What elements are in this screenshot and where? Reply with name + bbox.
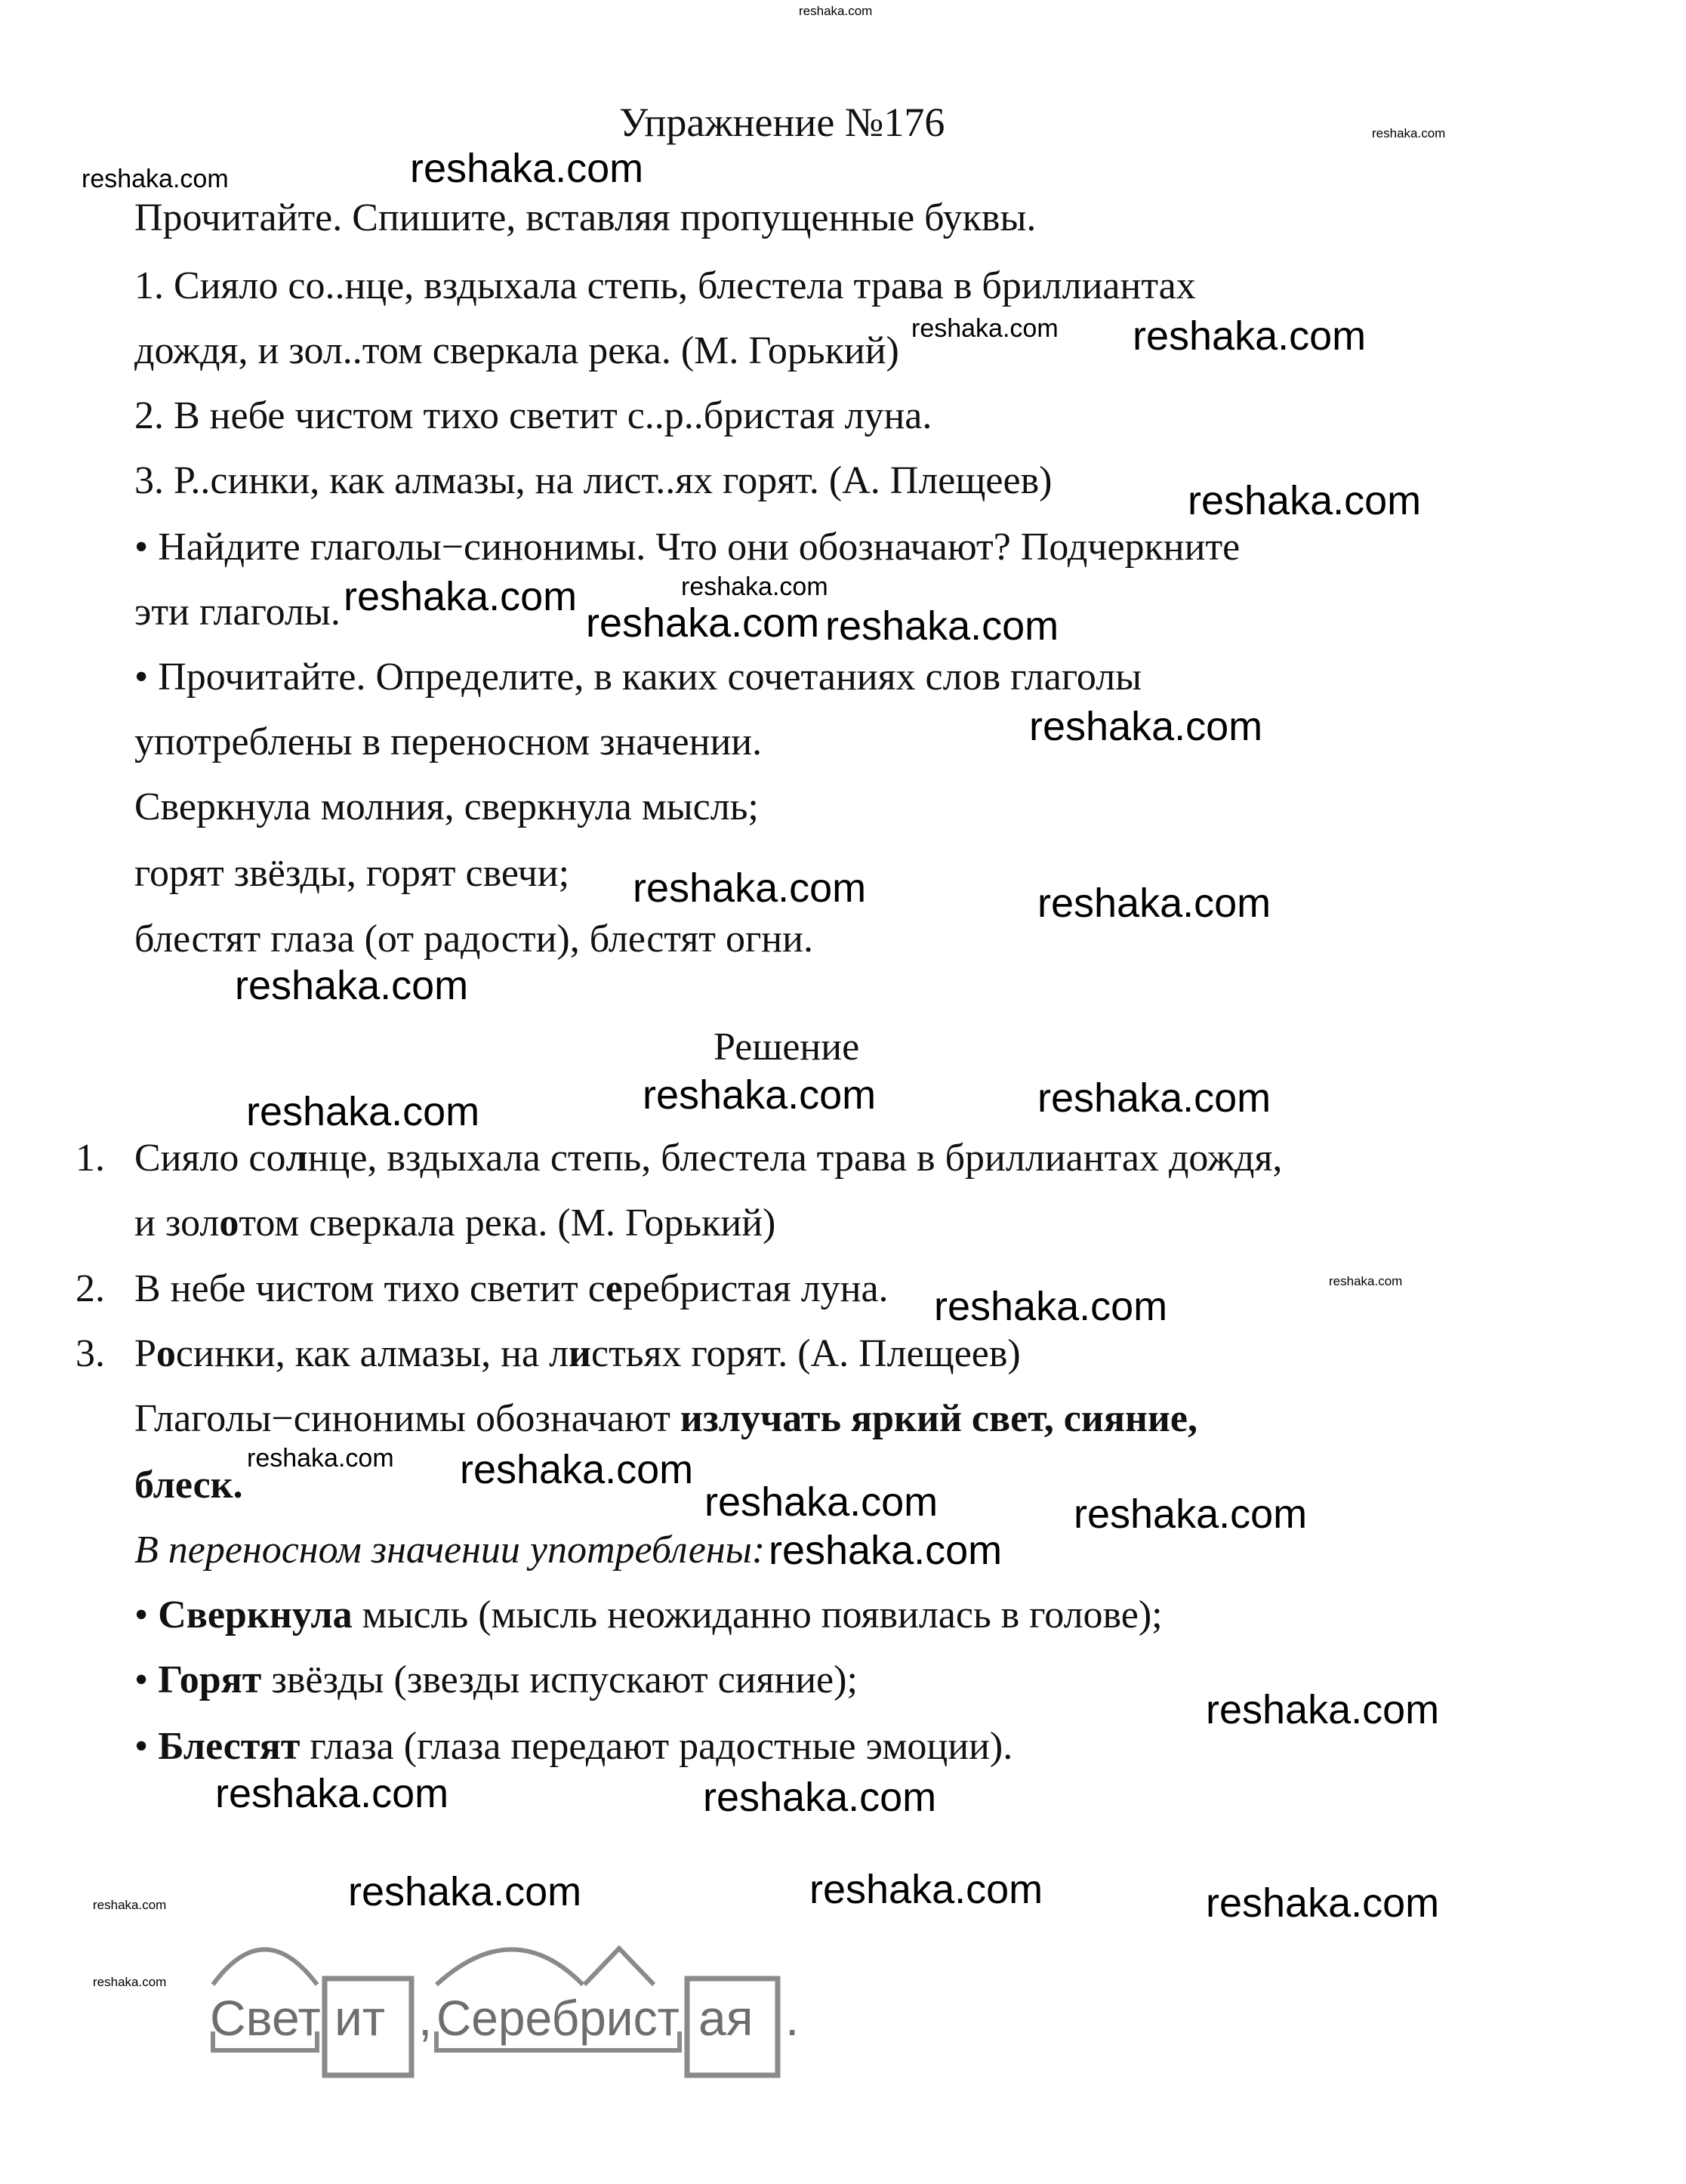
text-segment: том сверкала река. (М. Горький) bbox=[239, 1202, 776, 1245]
watermark: reshaka.com bbox=[1133, 313, 1367, 359]
word1-root: Свет bbox=[210, 1990, 321, 2046]
solution-line bbox=[134, 1396, 1197, 1442]
task-line: употреблены в переносном значении. bbox=[134, 720, 763, 763]
watermark: reshaka.com bbox=[93, 1898, 167, 1912]
text-segment: глаза (глаза передают радостные эмоции). bbox=[300, 1725, 1013, 1768]
bold-segment: Горят bbox=[158, 1658, 262, 1701]
bold-segment: л bbox=[285, 1137, 308, 1180]
task-line: • Найдите глаголы−синонимы. Что они обозначают? Подчеркните bbox=[134, 526, 1241, 569]
watermark: reshaka.com bbox=[1037, 1075, 1271, 1121]
task-line: горят звёзды, горят свечи; bbox=[134, 852, 570, 895]
list-number: 3. bbox=[76, 1332, 105, 1375]
task-line: эти глаголы. bbox=[134, 591, 341, 634]
watermark: reshaka.com bbox=[1206, 1687, 1440, 1732]
bold-segment: блеск. bbox=[134, 1464, 243, 1507]
watermark: reshaka.com bbox=[1372, 126, 1446, 140]
watermark: reshaka.com bbox=[704, 1479, 939, 1525]
watermark: reshaka.com bbox=[1206, 1880, 1440, 1926]
text-segment: и зол bbox=[134, 1202, 220, 1245]
watermark: reshaka.com bbox=[799, 4, 873, 18]
text-segment: В переносном значении употреблены: bbox=[134, 1528, 766, 1572]
task-line: блестят глаза (от радости), блестят огни. bbox=[134, 918, 813, 961]
solution-line bbox=[134, 1136, 1282, 1181]
text-segment: В небе чистом тихо светит с bbox=[134, 1267, 606, 1310]
watermark: reshaka.com bbox=[911, 314, 1059, 343]
text-segment: Глаголы−синонимы обозначают bbox=[134, 1397, 680, 1440]
exercise-title: Упражнение №176 bbox=[619, 100, 945, 145]
bold-segment: Блестят bbox=[158, 1725, 301, 1768]
watermark: reshaka.com bbox=[1037, 881, 1271, 926]
text-segment: Сияло со bbox=[134, 1137, 286, 1180]
text-segment: мысль (мысль неожиданно появилась в голове); bbox=[352, 1593, 1163, 1636]
solution-line bbox=[134, 1463, 243, 1508]
task-line: дождя, и зол..том сверкала река. (М. Горький) bbox=[134, 329, 899, 372]
word2-ending: ая bbox=[698, 1990, 754, 2046]
root-arc-1 bbox=[213, 1950, 317, 1985]
text-segment: Р bbox=[134, 1332, 156, 1375]
list-number: 1. bbox=[76, 1137, 105, 1180]
watermark: reshaka.com bbox=[1074, 1491, 1308, 1537]
list-number: 2. bbox=[76, 1267, 105, 1310]
text-segment: ребристая луна. bbox=[622, 1267, 889, 1310]
watermark: reshaka.com bbox=[586, 600, 820, 646]
solution-line bbox=[134, 1331, 1021, 1377]
watermark: reshaka.com bbox=[82, 165, 229, 193]
watermark: reshaka.com bbox=[247, 1444, 394, 1473]
text-segment: • bbox=[134, 1725, 159, 1768]
solution-line bbox=[134, 1658, 858, 1703]
text-segment: синки, как алмазы, на л bbox=[175, 1332, 569, 1375]
watermark: reshaka.com bbox=[93, 1975, 167, 1989]
text-segment: • bbox=[134, 1593, 159, 1636]
solution-line bbox=[134, 1201, 775, 1246]
solution-line bbox=[134, 1528, 765, 1573]
solution-heading: Решение bbox=[714, 1026, 860, 1069]
watermark: reshaka.com bbox=[769, 1528, 1003, 1573]
bold-segment: е bbox=[605, 1267, 623, 1310]
watermark: reshaka.com bbox=[633, 865, 867, 911]
bold-segment: и bbox=[569, 1332, 591, 1375]
watermark: reshaka.com bbox=[703, 1775, 937, 1820]
watermark: reshaka.com bbox=[934, 1284, 1168, 1329]
morpheme-diagram bbox=[196, 1918, 951, 2084]
task-line: • Прочитайте. Определите, в каких сочетаниях слов глаголы bbox=[134, 656, 1142, 699]
watermark: reshaka.com bbox=[1329, 1274, 1403, 1288]
task-line: 2. В небе чистом тихо светит с..р..бристая луна. bbox=[134, 394, 932, 437]
watermark: reshaka.com bbox=[809, 1867, 1043, 1912]
task-line: 3. Р..синки, как алмазы, на лист..ях горят. (А. Плещеев) bbox=[134, 459, 1053, 502]
watermark: reshaka.com bbox=[681, 572, 828, 601]
bold-segment: Сверкнула bbox=[158, 1593, 353, 1636]
text-segment: звёзды (звезды испускают сияние); bbox=[261, 1658, 858, 1701]
word1-ending: ит bbox=[334, 1990, 386, 2046]
period: . bbox=[785, 1990, 800, 2046]
text-segment: стьях горят. (А. Плещеев) bbox=[591, 1332, 1021, 1375]
watermark: reshaka.com bbox=[825, 603, 1059, 649]
watermark: reshaka.com bbox=[1029, 704, 1263, 749]
task-line: Прочитайте. Спишите, вставляя пропущенные буквы. bbox=[134, 196, 1037, 239]
solution-line bbox=[134, 1266, 889, 1312]
comma: , bbox=[418, 1990, 433, 2046]
watermark: reshaka.com bbox=[246, 1089, 480, 1134]
text-segment: • bbox=[134, 1658, 159, 1701]
bold-segment: излучать яркий свет, сияние, bbox=[680, 1397, 1197, 1440]
watermark: reshaka.com bbox=[348, 1869, 582, 1914]
suffix-caret bbox=[584, 1948, 654, 1985]
bold-segment: о bbox=[156, 1332, 176, 1375]
task-line: 1. Сияло со..нце, вздыхала степь, блестела трава в бриллиантах bbox=[134, 264, 1196, 307]
text-segment: нце, вздыхала степь, блестела трава в бриллиантах дождя, bbox=[307, 1137, 1283, 1180]
bold-segment: о bbox=[219, 1202, 239, 1245]
task-line: Сверкнула молния, сверкнула мысль; bbox=[134, 785, 759, 828]
solution-line bbox=[134, 1593, 1163, 1638]
solution-line bbox=[134, 1724, 1013, 1769]
watermark: reshaka.com bbox=[410, 146, 644, 191]
watermark: reshaka.com bbox=[643, 1072, 877, 1118]
watermark: reshaka.com bbox=[344, 574, 578, 619]
root-arc-2 bbox=[436, 1950, 583, 1985]
watermark: reshaka.com bbox=[235, 963, 469, 1008]
word2-root: Серебрист bbox=[436, 1990, 680, 2046]
watermark: reshaka.com bbox=[1188, 478, 1422, 523]
watermark: reshaka.com bbox=[460, 1447, 694, 1492]
watermark: reshaka.com bbox=[215, 1771, 449, 1816]
